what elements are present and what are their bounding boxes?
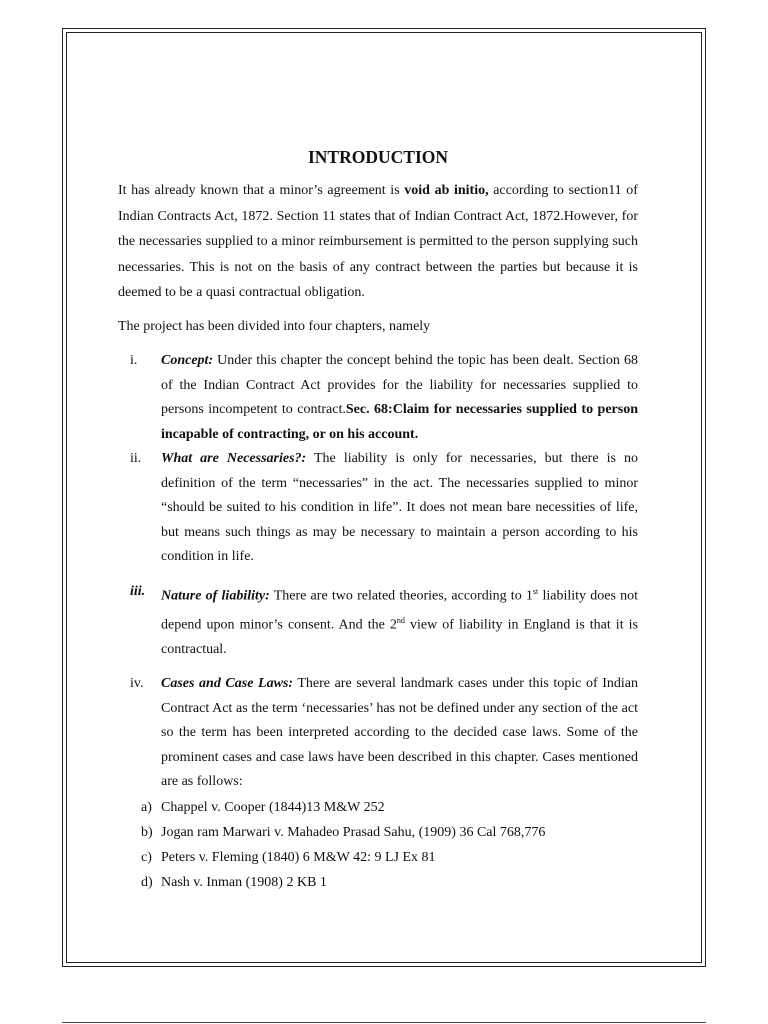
item-text: liability does not depend upon minor’s consent. And the 2 (161, 588, 638, 633)
case-letter: c) (141, 849, 152, 865)
chapter-item-4 (118, 672, 638, 795)
item-text: The liability is only for necessaries, but there is no definition of the term “necessaries” in the act. The necessaries supplied to minor “should be suited to his condition in life”. It does not mean bare necessities of life, but means such things as may be necessary to maintain a person according to his condition in life. (161, 451, 638, 564)
case-letter: a) (141, 799, 152, 815)
intro-text-rest: according to section11 of Indian Contracts Act, 1872. Section 11 states that of Indian Contract Act, 1872.However, for the necessaries supplied to a minor reimbursement is permitted to the person supplying such necessaries. This is not on the basis of any contract between the parties but because it is deemed to be a quasi contractual obligation. (118, 183, 638, 300)
chapters-lead: The project has been divided into four chapters, namely (118, 318, 431, 334)
case-text: Nash v. Inman (1908) 2 KB 1 (161, 874, 327, 890)
item-number: i. (130, 353, 138, 368)
case-list (118, 795, 638, 895)
item-number: iii. (130, 583, 146, 599)
chapter-item-3 (118, 580, 638, 663)
case-text: Jogan ram Marwari v. Mahadeo Prasad Sahu, (1909) 36 Cal 768,776 (161, 824, 546, 840)
list-item (141, 795, 638, 820)
intro-text: It has already known that a minor’s agreement is (118, 183, 405, 198)
item-bold-text: Sec. 68:Claim for necessaries supplied to person incapable of contracting, or on his account. (161, 402, 638, 442)
case-text: Peters v. Fleming (1840) 6 M&W 42: 9 LJ Ex 81 (161, 849, 436, 865)
bottom-rule (62, 1022, 706, 1023)
ordinal-superscript: nd (396, 615, 405, 625)
item-text: Under this chapter the concept behind the topic has been dealt. Section 68 of the Indian Contract Act provides for the liability for necessaries supplied to persons incompetent to contract. (161, 353, 638, 417)
document-body (118, 140, 638, 895)
item-text: view of liability in England is that it is contractual. (161, 617, 638, 657)
chapter-item-2 (118, 447, 638, 570)
case-letter: d) (141, 874, 153, 890)
item-text: There are two related theories, according to 1 (269, 588, 533, 604)
case-text: Chappel v. Cooper (1844)13 M&W 252 (161, 799, 385, 815)
item-term: Cases and Case Laws: (161, 676, 294, 692)
item-term: What are Necessaries?: (161, 451, 307, 466)
intro-paragraph (118, 178, 638, 306)
intro-bold-term: void ab initio, (404, 183, 489, 198)
list-item (141, 870, 638, 895)
item-term: Nature of liability: (161, 588, 270, 604)
item-text: There are several landmark cases under this topic of Indian Contract Act as the term ‘necessaries’ has not be defined under any section of the act so the term has been interpreted according to the decided case laws. Some of the prominent cases and case laws have been described in this chapter. Cases mentioned are as follows: (161, 676, 638, 790)
item-term: Concept: (161, 353, 214, 368)
list-item (141, 820, 638, 845)
chapter-item-1 (118, 349, 638, 447)
case-letter: b) (141, 824, 153, 840)
item-number: ii. (130, 451, 142, 466)
list-item (141, 845, 638, 870)
page-title: INTRODUCTION (307, 147, 449, 167)
item-number: iv. (130, 676, 144, 692)
ordinal-superscript: st (532, 586, 539, 596)
